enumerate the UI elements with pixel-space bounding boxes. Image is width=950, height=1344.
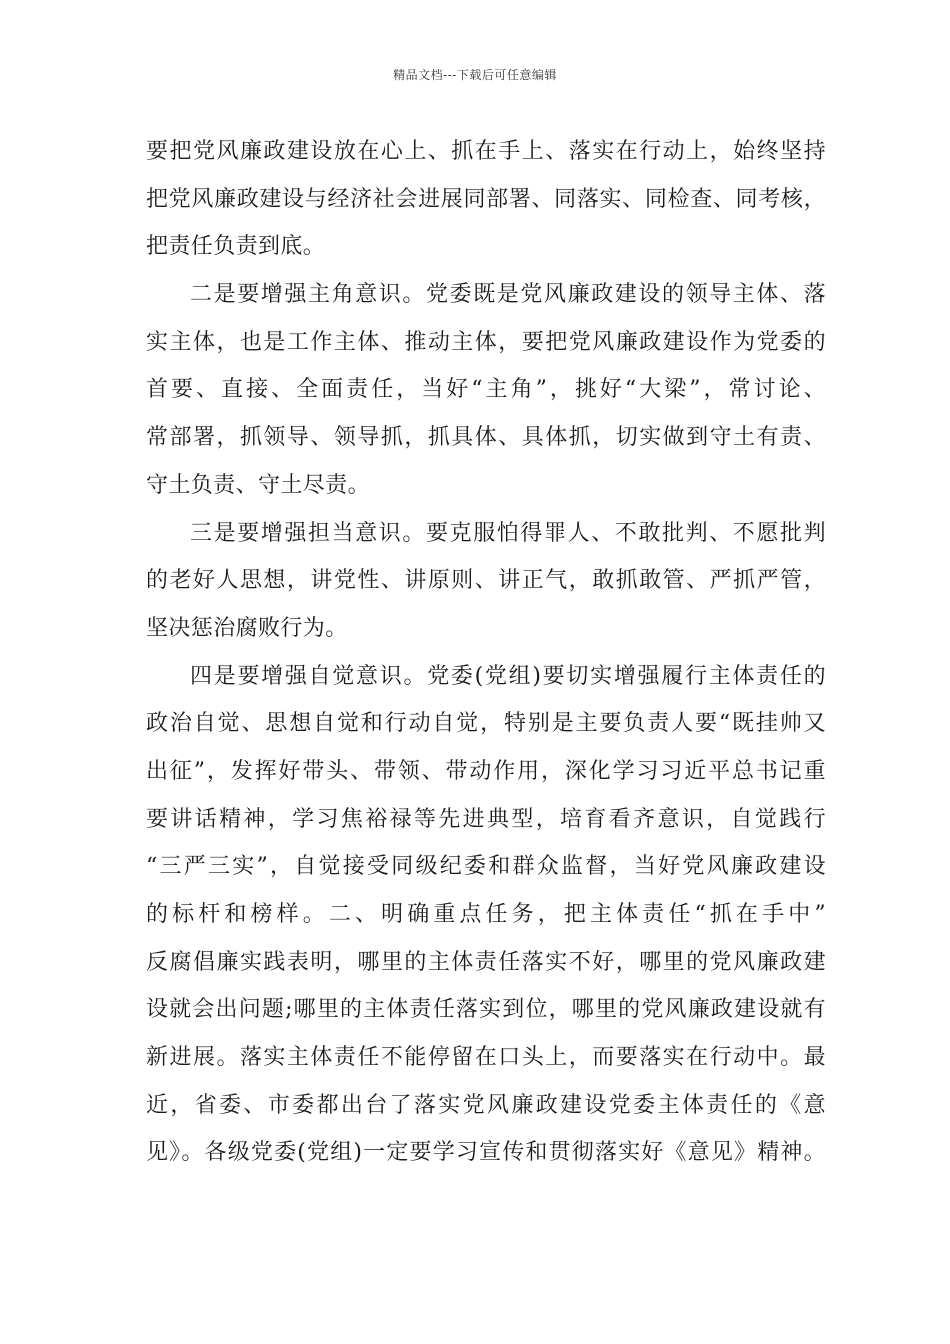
text-line: 首要、直接、全面责任，当好“主角”，挑好“大梁”，常讨论、 xyxy=(146,377,826,403)
text-line: 二是要增强主角意识。党委既是党风廉政建设的领导主体、落 xyxy=(190,282,826,308)
text-line: 设就会出问题;哪里的主体责任落实到位，哪里的党风廉政建设就有 xyxy=(146,997,826,1023)
paragraph xyxy=(146,128,826,271)
paragraph xyxy=(146,653,826,1178)
text-line: 政治自觉、思想自觉和行动自觉，特别是主要负责人要“既挂帅又 xyxy=(146,711,826,737)
text-line: 实主体，也是工作主体、推动主体，要把党风廉政建设作为党委的 xyxy=(146,329,826,355)
text-line: 反腐倡廉实践表明，哪里的主体责任落实不好，哪里的党风廉政建 xyxy=(146,949,826,975)
text-line: “三严三实”，自觉接受同级纪委和群众监督，当好党风廉政建设 xyxy=(146,854,826,880)
text-line: 的标杆和榜样。二、明确重点任务，把主体责任“抓在手中” xyxy=(146,902,826,927)
text-line: 要把党风廉政建设放在心上、抓在手上、落实在行动上，始终坚持 xyxy=(146,139,826,164)
text-line: 要讲话精神，学习焦裕禄等先进典型，培育看齐意识，自觉践行 xyxy=(146,806,826,832)
text-line: 的老好人思想，讲党性、讲原则、讲正气，敢抓敢管、严抓严管， xyxy=(146,568,826,594)
text-line: 出征”，发挥好带头、带领、带动作用，深化学习习近平总书记重 xyxy=(146,758,826,784)
paragraph xyxy=(146,271,826,509)
text-line: 常部署，抓领导、领导抓，抓具体、具体抓，切实做到守土有责、 xyxy=(146,425,826,451)
text-line: 坚决惩治腐败行为。 xyxy=(146,615,348,641)
text-line: 把党风廉政建设与经济社会进展同部署、同落实、同检查、同考核， xyxy=(146,186,826,212)
text-line: 守土负责、守土尽责。 xyxy=(146,472,371,498)
text-line: 近，省委、市委都出台了落实党风廉政建设党委主体责任的《意 xyxy=(146,1092,826,1118)
page-header: 精品文档---下载后可任意编辑 xyxy=(393,68,557,82)
text-line: 四是要增强自觉意识。党委(党组)要切实增强履行主体责任的 xyxy=(190,663,826,689)
paragraph xyxy=(146,510,826,653)
document-body xyxy=(146,128,826,1177)
text-line: 把责任负责到底。 xyxy=(146,234,326,260)
text-line: 三是要增强担当意识。要克服怕得罪人、不敢批判、不愿批判 xyxy=(190,520,826,546)
text-line: 见》。各级党委(党组)一定要学习宣传和贯彻落实好《意见》精神。 xyxy=(146,1140,826,1166)
text-line: 新进展。落实主体责任不能停留在口头上，而要落实在行动中。最 xyxy=(146,1045,826,1071)
